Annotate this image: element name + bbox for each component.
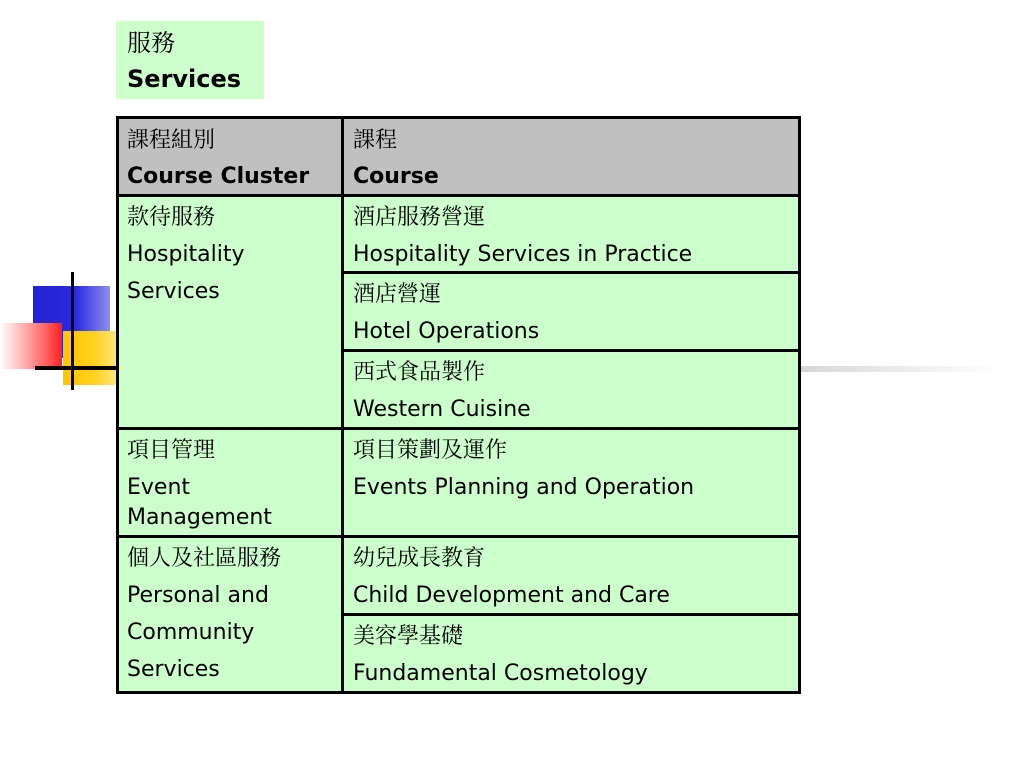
decor-horizontal-line bbox=[35, 366, 116, 370]
course-name-zh: 酒店營運 bbox=[353, 282, 442, 307]
course-name-en: Hospitality Services in Practice bbox=[353, 242, 693, 267]
cluster-cell-hospitality bbox=[119, 197, 341, 427]
slide-title bbox=[116, 21, 264, 99]
header-course-zh: 課程 bbox=[353, 128, 398, 153]
cluster-name-en-line: Services bbox=[127, 657, 220, 682]
course-name-en: Child Development and Care bbox=[353, 583, 670, 608]
course-cell bbox=[344, 274, 798, 349]
decor-red-gradient-bar bbox=[0, 323, 62, 369]
header-course-cluster-en: Course Cluster bbox=[127, 164, 310, 189]
course-name-zh: 酒店服務營運 bbox=[353, 205, 486, 230]
cluster-name-zh: 項目管理 bbox=[127, 438, 216, 463]
course-name-en: Fundamental Cosmetology bbox=[353, 661, 648, 686]
cluster-name-en-line: Personal and bbox=[127, 583, 269, 608]
cluster-name-zh: 個人及社區服務 bbox=[127, 546, 282, 571]
course-cell bbox=[344, 352, 798, 427]
course-name-en: Western Cuisine bbox=[353, 397, 531, 422]
course-name-en: Hotel Operations bbox=[353, 319, 540, 344]
decor-gray-rule bbox=[800, 366, 1000, 372]
course-cell bbox=[344, 430, 798, 535]
header-course-cluster-zh: 課程組別 bbox=[127, 128, 216, 153]
course-table bbox=[116, 116, 801, 694]
cluster-name-en-line: Community bbox=[127, 620, 255, 645]
course-cell bbox=[344, 538, 798, 613]
course-name-zh: 美容學基礎 bbox=[353, 624, 464, 649]
cluster-name-zh: 款待服務 bbox=[127, 205, 216, 230]
course-name-zh: 項目策劃及運作 bbox=[353, 438, 508, 463]
decor-vertical-line bbox=[71, 272, 74, 390]
header-course-en: Course bbox=[353, 164, 439, 189]
header-cell-course-cluster bbox=[119, 119, 341, 194]
slide-title-zh: 服務 bbox=[127, 29, 175, 57]
course-name-zh: 西式食品製作 bbox=[353, 360, 486, 385]
cluster-cell-event-management bbox=[119, 430, 341, 535]
header-cell-course bbox=[344, 119, 798, 194]
course-cell bbox=[344, 616, 798, 691]
course-name-en: Events Planning and Operation bbox=[353, 475, 695, 500]
cluster-name-en-line: Services bbox=[127, 279, 220, 304]
course-name-zh: 幼兒成長教育 bbox=[353, 546, 486, 571]
course-cell bbox=[344, 197, 798, 271]
cluster-name-en-line: Hospitality bbox=[127, 242, 245, 267]
slide-title-en: Services bbox=[127, 65, 242, 93]
cluster-cell-personal-community bbox=[119, 538, 341, 691]
cluster-name-en-line: Event Management bbox=[127, 475, 272, 530]
